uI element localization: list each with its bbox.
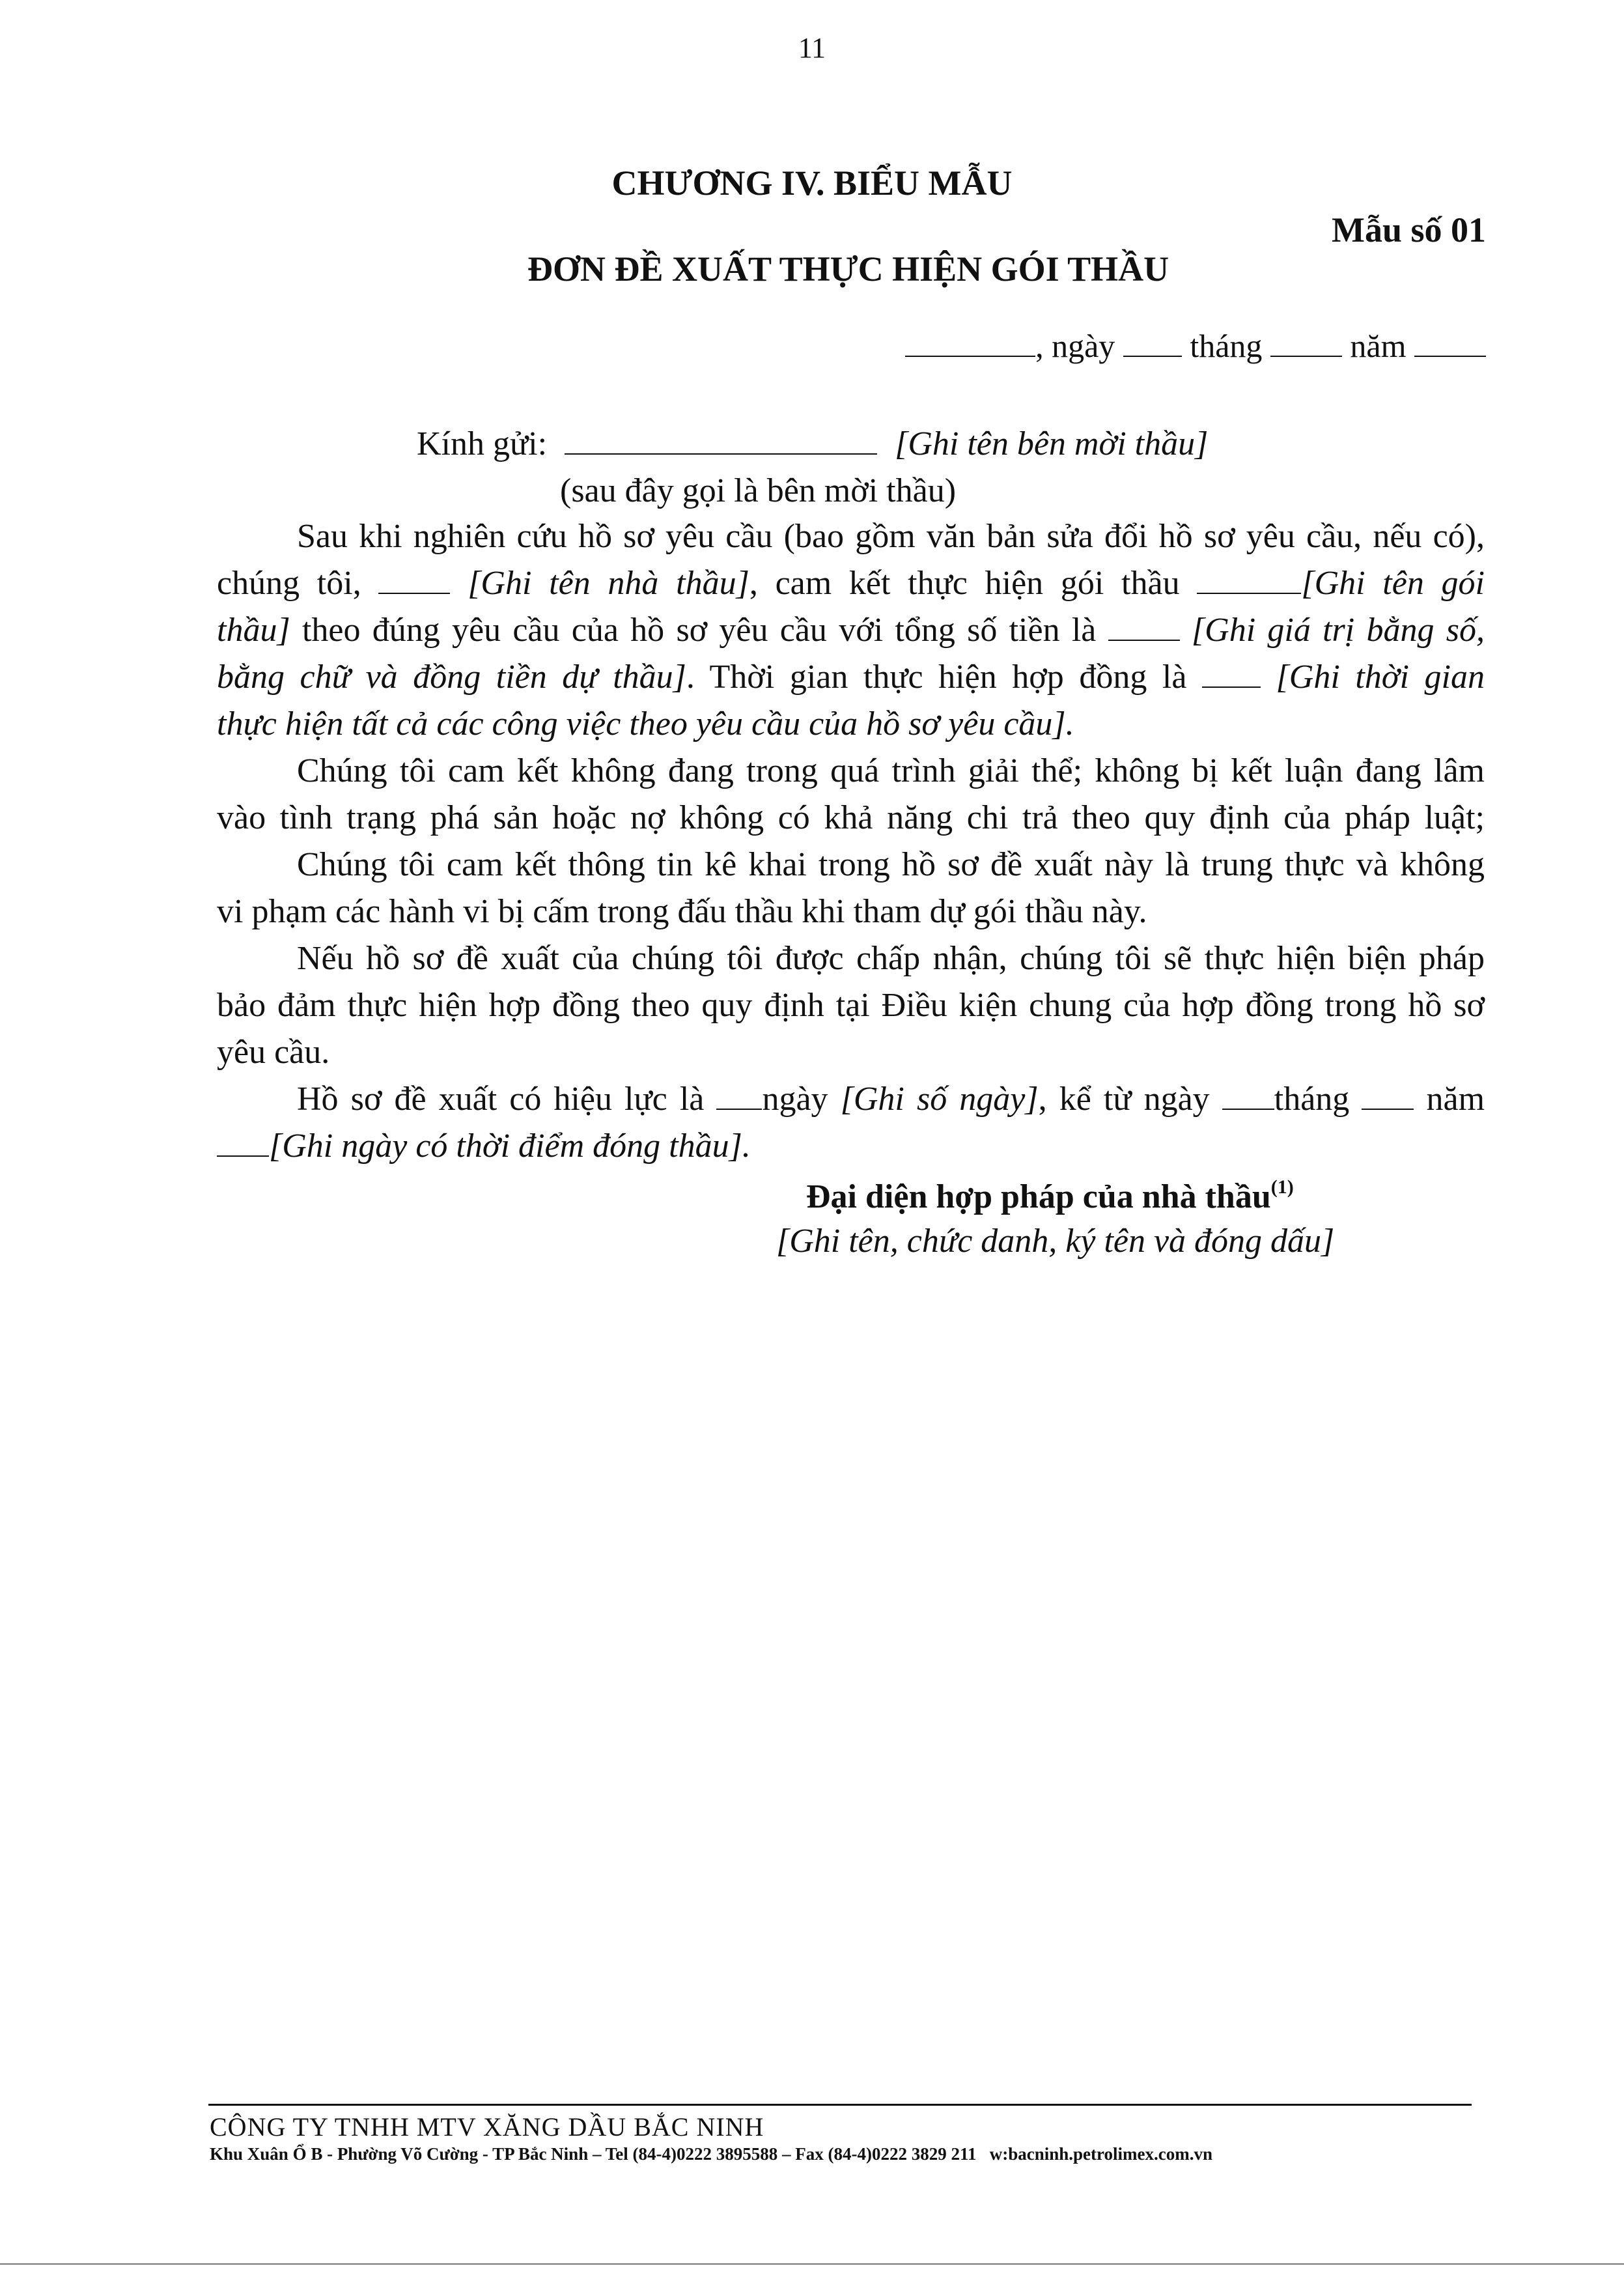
p1-line3	[217, 614, 1485, 647]
date-day-label: , ngày	[1035, 328, 1115, 364]
date-year-label: năm	[1350, 328, 1407, 364]
recipient-blank	[565, 427, 877, 455]
amount-blank	[1108, 614, 1180, 641]
signature-instruction: [Ghi tên, chức danh, ký tên và đóng dấu]	[776, 1223, 1335, 1260]
footer-address: Khu Xuân Ổ B - Phường Võ Cường - TP Bắc Ninh	[210, 2144, 589, 2164]
p5-text: ngày	[762, 1081, 828, 1118]
duration-placeholder: [Ghi thời gian	[1276, 658, 1485, 696]
day-blank	[1123, 330, 1182, 357]
footer-web: w:bacninh.petrolimex.com.vn	[989, 2144, 1212, 2164]
scan-edge-line	[0, 2263, 1624, 2265]
package-placeholder-end: thầu]	[217, 612, 290, 649]
duration-blank	[1202, 660, 1261, 688]
p5-text: tháng	[1274, 1081, 1350, 1118]
p1-text: chúng tôi,	[217, 565, 361, 602]
footnote-ref: (1)	[1270, 1176, 1294, 1198]
p1-line1: Sau khi nghiên cứu hồ sơ yêu cầu (bao gồm văn bản sửa đổi hồ sơ yêu cầu, nếu có),	[297, 518, 1485, 555]
recipient-note: (sau đây gọi là bên mời thầu)	[560, 472, 957, 509]
package-blank	[1197, 567, 1301, 594]
signature-title	[806, 1178, 1294, 1214]
p5-text: năm	[1426, 1081, 1485, 1118]
validity-blank	[716, 1082, 762, 1110]
p4-line3: yêu cầu.	[217, 1034, 330, 1071]
chapter-title: CHƯƠNG IV. BIỂU MẪU	[611, 163, 1013, 203]
p5-line1	[297, 1082, 1485, 1116]
month-blank	[1270, 330, 1342, 357]
form-title: ĐƠN ĐỀ XUẤT THỰC HIỆN GÓI THẦU	[527, 249, 1169, 289]
recipient-line	[417, 427, 1208, 461]
p5-text: Hồ sơ đề xuất có hiệu lực là	[297, 1081, 705, 1118]
start-month-blank	[1362, 1082, 1414, 1110]
p2-line2: vào tình trạng phá sản hoặc nợ không có khả năng chi trả theo quy định của pháp luật;	[217, 799, 1485, 836]
closing-date-blank	[217, 1129, 269, 1157]
footer-contact: Khu Xuân Ổ B - Phường Võ Cường - TP Bắc Ninh – Tel (84-4)0222 3895588 – Fax (84-4)0222 3829 211 w:bacninh.petrolimex.com.vn	[210, 2144, 1212, 2164]
form-number: Mẫu số 01	[1331, 210, 1486, 249]
p4-line2: bảo đảm thực hiện hợp đồng theo quy định tại Điều kiện chung của hợp đồng trong hồ sơ	[217, 987, 1485, 1024]
closing-date-placeholder: [Ghi ngày có thời điểm đóng thầu].	[269, 1127, 751, 1165]
year-blank	[1414, 330, 1486, 357]
start-day-blank	[1222, 1082, 1274, 1110]
p3-line2: vi phạm các hành vi bị cấm trong đấu thầu khi tham dự gói thầu này.	[217, 893, 1147, 930]
footer-rule	[208, 2104, 1472, 2106]
p4-line1: Nếu hồ sơ đề xuất của chúng tôi được chấp nhận, chúng tôi sẽ thực hiện biện pháp	[297, 940, 1485, 977]
page-number: 11	[798, 32, 826, 64]
signature-title-text: Đại diện hợp pháp của nhà thầu	[806, 1178, 1271, 1215]
p2-line1: Chúng tôi cam kết không đang trong quá trình giải thể; không bị kết luận đang lâm	[297, 752, 1485, 789]
footer-tel: Tel (84-4)0222 3895588	[605, 2144, 778, 2164]
amount-placeholder: [Ghi giá trị bằng số,	[1191, 612, 1485, 649]
recipient-placeholder: [Ghi tên bên mời thầu]	[895, 425, 1209, 462]
p1-text: , cam kết thực hiện gói thầu	[749, 565, 1180, 602]
footer-company: CÔNG TY TNHH MTV XĂNG DẦU BẮC NINH	[210, 2112, 764, 2142]
contractor-placeholder: [Ghi tên nhà thầu]	[468, 565, 749, 602]
date-line	[905, 327, 1486, 365]
package-placeholder: [Ghi tên gói	[1301, 565, 1485, 602]
p1-line2	[217, 567, 1485, 601]
contractor-blank	[378, 567, 450, 594]
place-blank	[905, 330, 1035, 357]
p1-text: . Thời gian thực hiện hợp đồng là	[686, 658, 1187, 696]
validity-placeholder: [Ghi số ngày]	[840, 1081, 1039, 1118]
p3-line1: Chúng tôi cam kết thông tin kê khai trong hồ sơ đề xuất này là trung thực và không	[297, 846, 1485, 883]
amount-placeholder-end: bằng chữ và đồng tiền dự thầu]	[217, 658, 686, 696]
date-month-label: tháng	[1190, 328, 1263, 364]
footer-fax: Fax (84-4)0222 3829 211	[795, 2144, 977, 2164]
p1-line5: thực hiện tất cả các công việc theo yêu cầu của hồ sơ yêu cầu].	[217, 705, 1074, 743]
p5-text: , kể từ ngày	[1038, 1081, 1210, 1118]
recipient-label: Kính gửi:	[417, 425, 548, 462]
p5-line2	[217, 1129, 751, 1163]
p1-line4	[217, 660, 1485, 694]
p1-text: theo đúng yêu cầu của hồ sơ yêu cầu với tổng số tiền là	[301, 612, 1097, 649]
